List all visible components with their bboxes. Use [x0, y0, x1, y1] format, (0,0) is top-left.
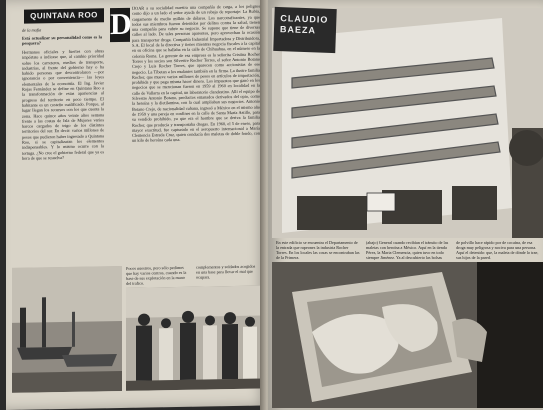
drug-caption: de polvillo hace rápido por de cocaína, de esa droga muy peligrosa y nociva para una persona. Aquí el detenido: que, la maleta de dónde lo trae, sus hijos de la pared.: [456, 240, 539, 260]
subhead: de la mafia: [22, 27, 42, 33]
photo-caption-right: complementos y soldados acogidos en una base para llevar el mal que ocupara.: [196, 263, 256, 280]
building-caption: En este edificio se encuentra el Departamento de la entrada que rapeones la industria Rocher Torres. En los locales las cosas se encontraban las de la Primera.: [276, 240, 360, 260]
right-page: [268, 0, 543, 410]
evidence-photo: [272, 262, 543, 408]
harbor-photo: [12, 266, 122, 393]
lead-text: Está actualizar su personalidad como es la pesquera?: [22, 34, 102, 47]
author-name: CLAUDIO BAEZA: [279, 13, 329, 36]
suitcase-caption: (abajo) General cuando recibían el tránsito de las maletas con heroína a México. Aquí en la tienda Pérez, la Maria Clemencia, quien tuvo en todo siempre Jiménez. Ya al descubierto las bolsas: [366, 240, 449, 260]
section-banner: QUINTANA ROO: [24, 8, 104, 23]
left-page: [6, 0, 268, 410]
author-box: [273, 7, 336, 53]
drop-cap: D: [110, 7, 132, 42]
photo-caption-left: Pocos nuestros, pero sólo pedimos que hay varios centros, cuando es la base de sus explotación en la mano del trafico.: [126, 264, 187, 286]
main-column-text: IJOAR a su socialidad nuestra una compañía de carga, a los peligros como dijo a un lado el señor ayuda de un rebajo de reportaje: La Rubia, cargamento de medio millón de dólares. Los narcotraficantes, ya que todos sus miembros fueron detenidos por delitos contra la salud, tienen una compañía para cubrir su negocio. Se supone que tiene de diversas calles al lado. De tales personas aparentes, pero aprovechan la ocasión para transportar droga. Compañía Industrial Importadora y Distribuidora, S.A. El local de la directiva y tienes mientras negocia fiscales a la capital en su oficina que se hallaba en la calle de Chihuahua, en el número en la colonia Roma. La gerente de esa empresa es la señorita Cristina Rocher Torres y los socios son Silvestre Rocher Torres, el señor Antonio Botano Crejo y Luis Rocher Torres, que aparecen como accionistas de ese negocio. La Tíbetan a los mulantes también en la firma. La ilustre familia Rocher, que mueve varios millones de pesos en artículos de importación, prohibida y que paga misma hacer dinero. Los impuestos que ganó en los negocios que se mencionan fueron en 1959 al 1960 en localidad en la calle de Vallarta en la capital, un laboratorio clandestino. Allí el equipo de Silvestre Antonio Botano, productos emanados derivados del opio, como la heroína y la dietilamina, con la cual ampliaban sus negocios. Antonio Botano Crejo, de nacionalidad cubana, ingresó a México en el mismo año de 1959 y una pareja en confines en la calle de Santa María Astillo, para su vendido prohibido, ya que era el hombre que se deriva la familia Rocher, que producía y transportaba drogas. En 1960, el 5 de enero, para mayor exactitud, fue capturado en el aeropuerto internacional a María Clemencia Estrada Cruz, quien conducía dos maletas de doble fondo, con un kilo de heroína cada una.: [132, 3, 260, 144]
left-column-text: Hermanos oficiales y fuertes con obras impórtate a indicase que, al cambio prioridad sobre los carreteros, medios de transporte, industrias, al frente del gobierno hay o ha habido personas que descontrolaron —por ignorancia o por conveniencia— las leyes elementales de la economía. El Ing. Javier Rojas Fernández se define en Quintana Roo a la transformación de estas apariencias al progreso del territorio en poco tiempo. El habitante es un costeño cualificado. Porque, al lugar llegan los recursos con los que cuenta la zona. Hace quince años veinte años semana frente a las costas de Isla de Mujeres varios barcos cargados de trigo de los distintos territorios del sur. En decir: varios millones de pesos que pudieron haber ingresado a Quintana Roo, si se capitalizaran los elementos indispensables. Y lo mismo ocurre con la tortuga. ¿No cree el gobierno federal que ya es hora de que se resuelva?: [22, 48, 104, 161]
group-photo: [126, 285, 264, 390]
